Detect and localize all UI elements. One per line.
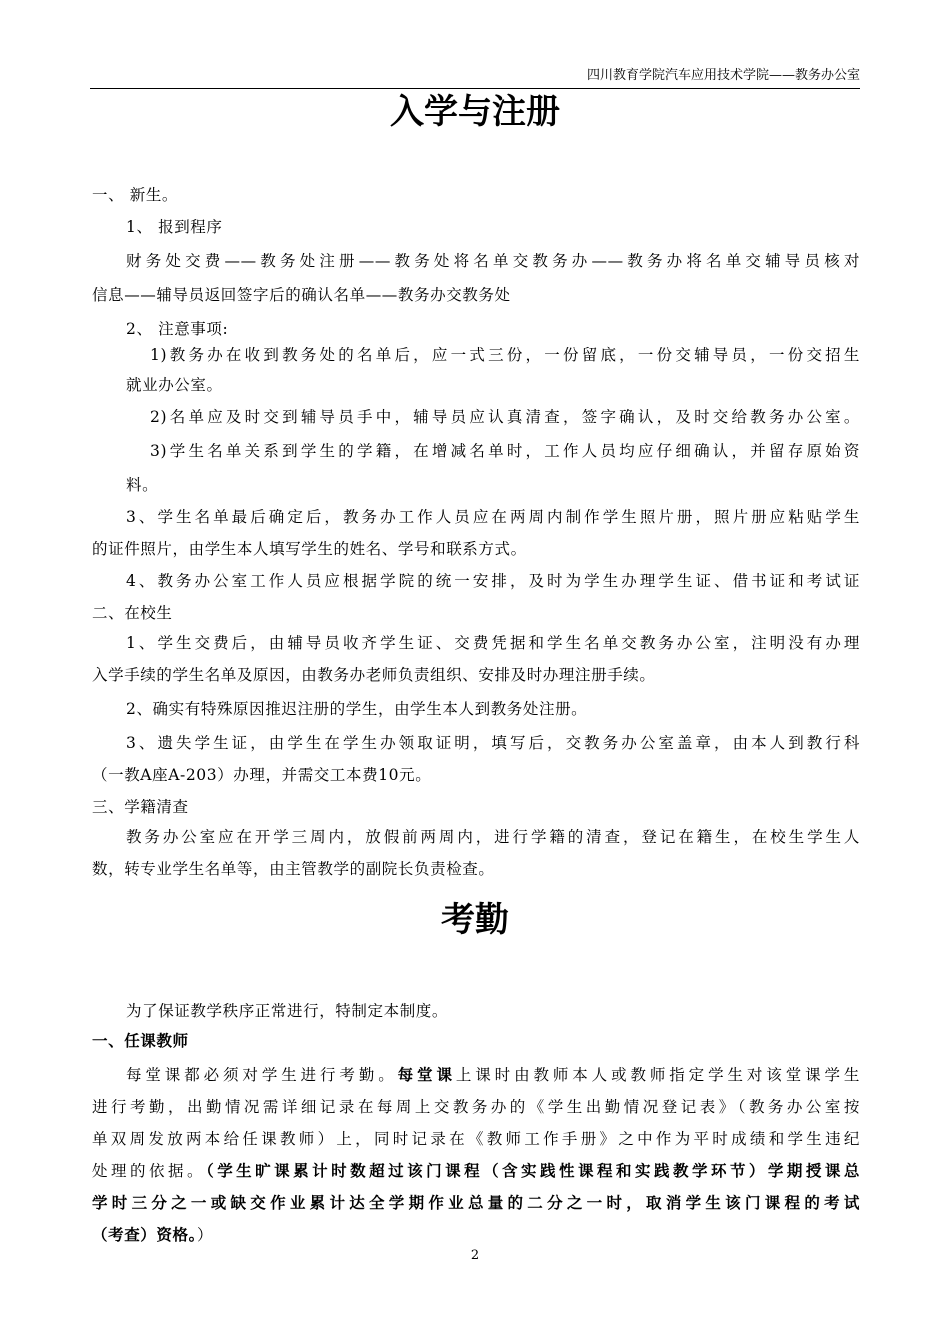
enrollment-title: 入学与注册 (390, 92, 560, 132)
paragraph-line: 学时三分之一或缺交作业累计达全学期作业总量的二分之一时，取消学生该门课程的考试 (92, 1193, 860, 1212)
text-run: 每堂课都必须对学生进行考勤。 (126, 1066, 398, 1084)
page-header (90, 66, 860, 89)
section-heading-current-students: 二、在校生 (92, 604, 173, 622)
paragraph-line: 1、学生交费后，由辅导员收齐学生证、交费凭据和学生名单交教务办公室，注明没有办理 (126, 634, 860, 652)
text-run: ） (196, 1226, 214, 1244)
paragraph-line: 入学手续的学生名单及原因，由教务办老师负责组织、安排及时办理注册手续。 (92, 666, 656, 684)
paragraph-line: 4、教务办公室工作人员应根据学院的统一安排，及时为学生办理学生证、借书证和考试证 (126, 572, 860, 590)
paragraph-line: 3、学生名单最后确定后，教务办工作人员应在两周内制作学生照片册，照片册应粘贴学生 (126, 508, 860, 526)
section-heading-status-check: 三、学籍清查 (92, 798, 189, 816)
paragraph-line: 财务处交费——教务处注册——教务处将名单交教务办——教务办将名单交辅导员核对 (126, 252, 860, 270)
subheading-procedure: 1、 报到程序 (126, 218, 223, 236)
paragraph-line: 2)名单应及时交到辅导员手中，辅导员应认真清查，签字确认，及时交给教务办公室。 (150, 408, 860, 426)
paragraph-line: 为了保证教学秩序正常进行，特制定本制度。 (126, 1002, 449, 1020)
paragraph-line: 信息——辅导员返回签字后的确认名单——教务办交教务处 (92, 286, 511, 304)
emphasis-run: （考查）资格。 (92, 1225, 197, 1244)
paragraph-line: 2、确实有特殊原因推迟注册的学生，由学生本人到教务处注册。 (126, 700, 588, 718)
paragraph-line: 教务办公室应在开学三周内，放假前两周内，进行学籍的清查，登记在籍生，在校生学生人 (126, 828, 860, 846)
section-heading-teachers: 一、任课教师 (92, 1031, 189, 1050)
attendance-title: 考勤 (441, 900, 509, 940)
paragraph-line: 3、遗失学生证，由学生在学生办领取证明，填写后，交教务办公室盖章，由本人到教行科 (126, 734, 860, 752)
section-heading-new-students: 一、 新生。 (92, 186, 179, 204)
paragraph-line: 3)学生名单关系到学生的学籍，在增减名单时，工作人员均应仔细确认，并留存原始资 (150, 442, 860, 460)
header-text: 四川教育学院汽车应用技术学院——教务办公室 (586, 68, 860, 83)
page-number: 2 (470, 1248, 480, 1263)
paragraph-line: 数，转专业学生名单等，由主管教学的副院长负责检查。 (92, 860, 495, 878)
emphasis-run: 每堂课 (397, 1065, 456, 1084)
paragraph-line (92, 1224, 213, 1246)
paragraph-line (126, 1064, 860, 1086)
paragraph-line: 进行考勤，出勤情况需详细记录在每周上交教务办的《学生出勤情况登记表》（教务办公室按 (92, 1098, 860, 1116)
paragraph-line: 的证件照片，由学生本人填写学生的姓名、学号和联系方式。 (92, 540, 527, 558)
subheading-notes: 2、 注意事项: (126, 320, 229, 338)
text-run: 上课时由教师本人或教师指定学生对该堂课学生 (455, 1066, 860, 1084)
paragraph-line: 料。 (126, 476, 159, 494)
paragraph-line: 1)教务办在收到教务处的名单后，应一式三份，一份留底，一份交辅导员，一份交招生 (150, 346, 860, 364)
text-run: 处理的依据。 (92, 1162, 206, 1180)
emphasis-run: （学生旷课累计时数超过该门课程（含实践性课程和实践教学环节）学期授课总 (205, 1161, 860, 1180)
paragraph-line: 单双周发放两本给任课教师）上，同时记录在《教师工作手册》之中作为平时成绩和学生违纪 (92, 1130, 860, 1148)
paragraph-line: （一教A座A-203）办理，并需交工本费10元。 (92, 766, 432, 784)
paragraph-line (92, 1160, 860, 1182)
paragraph-line: 就业办公室。 (126, 376, 223, 394)
